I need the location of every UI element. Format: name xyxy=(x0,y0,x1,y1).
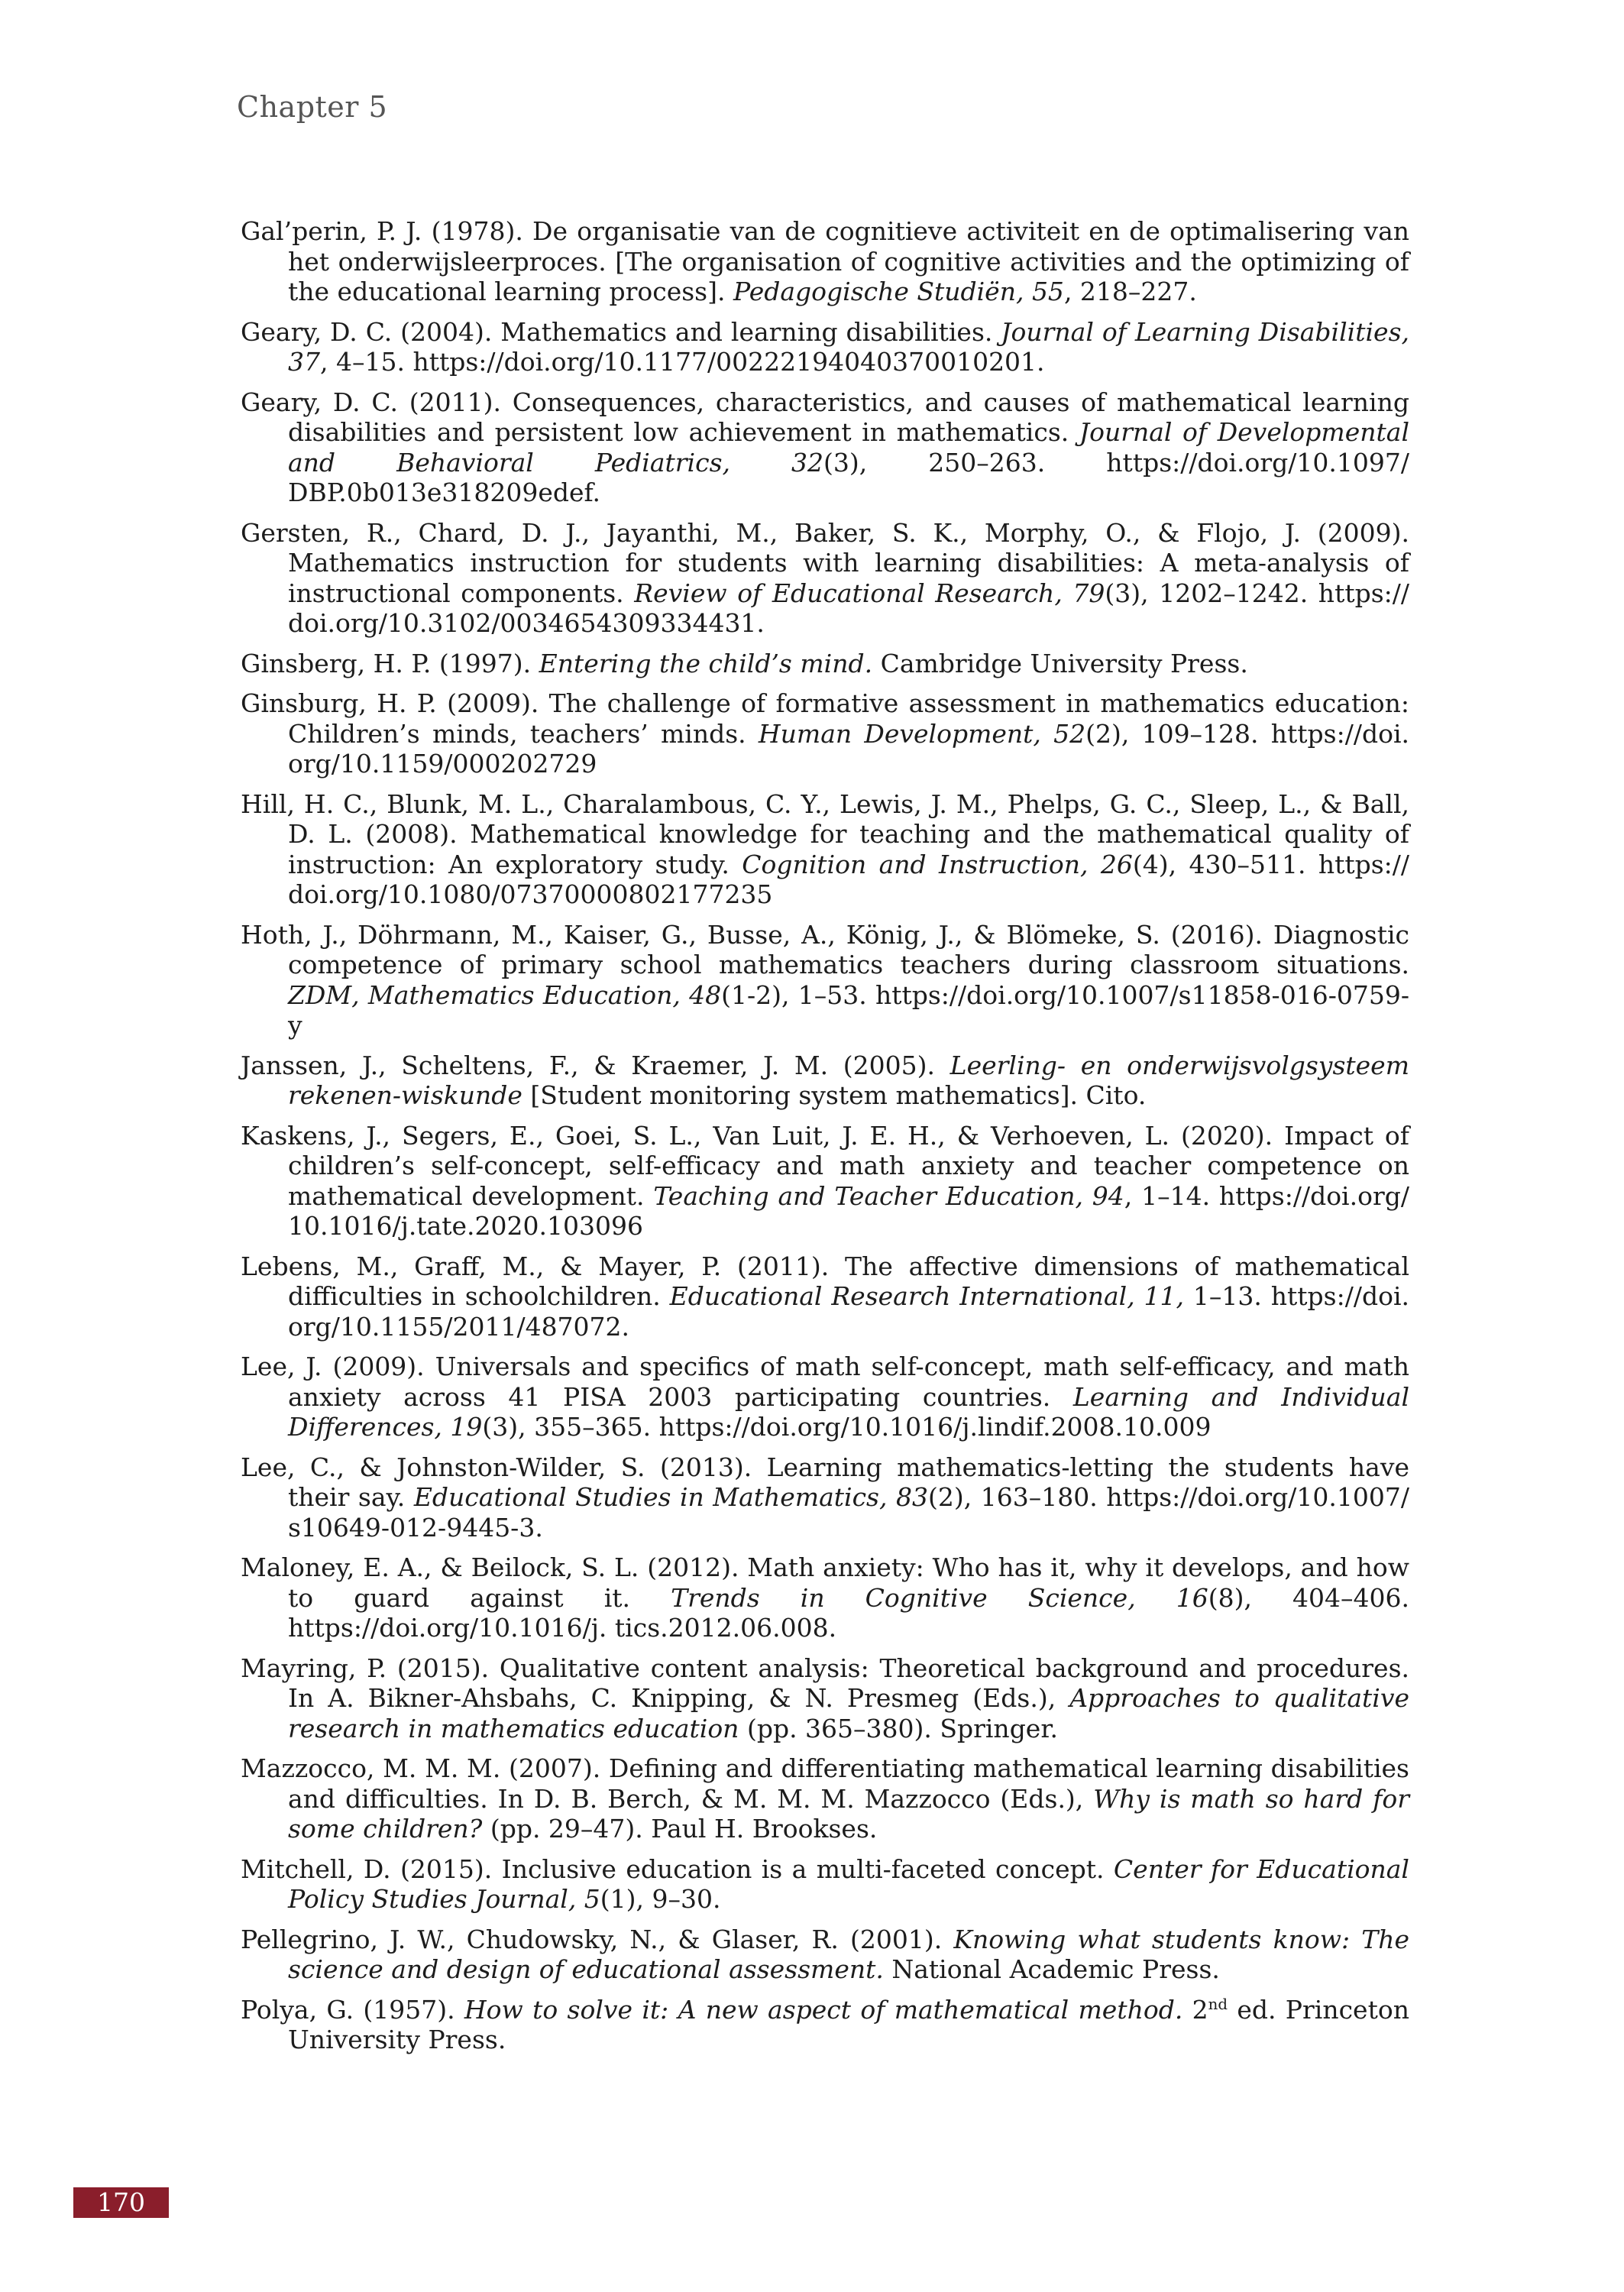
reference-text: Pellegrino, J. W., Chudowsky, N., & Glaser, R. (2001). xyxy=(241,1924,954,1954)
reference-text: (2), 163–180. https://doi.org/10.1007/ s10649-012-9445-3. xyxy=(288,1482,1409,1543)
reference-entry xyxy=(241,216,1409,307)
reference-source-title: Approaches to qualitative research in mathematics education xyxy=(288,1683,1409,1743)
reference-text: Geary, D. C. (2011). Consequences, characteristics, and causes of mathematical learning disabilities and persistent low achievement in mathematics. xyxy=(241,387,1409,447)
reference-entry xyxy=(241,789,1409,910)
reference-text: (pp. 365–380). Springer. xyxy=(739,1713,1058,1743)
reference-source-title: Review of Educational Research, 79 xyxy=(634,578,1105,608)
reference-text: , 218–227. xyxy=(1063,277,1197,306)
reference-text: Cambridge University Press. xyxy=(872,648,1248,678)
reference-text: (3), 1202–1242. https:// doi.org/10.3102/0034654309334431. xyxy=(288,578,1409,638)
reference-text: Gal’perin, P. J. (1978). De organisatie van de cognitieve activiteit en de optimalisering van het onderwijsleerproces. [The organisation of cognitive activities and the optimizing of the educational learning process]. xyxy=(241,216,1409,306)
reference-text: Lebens, M., Graff, M., & Mayer, P. (2011). The affective dimensions of mathematical difficulties in schoolchildren. xyxy=(241,1251,1409,1311)
running-header: Chapter 5 xyxy=(237,90,388,124)
reference-source-title: Journal of Learning Disabilities, 37 xyxy=(288,316,1409,377)
reference-entry xyxy=(241,1753,1409,1844)
reference-text: Janssen, J., Scheltens, F., & Kraemer, J. M. (2005). xyxy=(241,1050,950,1080)
reference-source-title: Learning and Individual Differences, 19 xyxy=(288,1381,1409,1442)
reference-text: (pp. 29–47). Paul H. Brookses. xyxy=(482,1814,878,1844)
reference-list xyxy=(241,216,1409,2065)
reference-text: Mitchell, D. (2015). Inclusive education is a multi-faceted concept. xyxy=(241,1853,1114,1884)
reference-source-title: Educational Studies in Mathematics, 83 xyxy=(413,1482,929,1512)
reference-entry xyxy=(241,920,1409,1041)
reference-entry xyxy=(241,1653,1409,1744)
reference-entry xyxy=(241,1452,1409,1543)
reference-entry xyxy=(241,387,1409,508)
reference-source-title: Cognition and Instruction, 26 xyxy=(742,849,1133,879)
reference-text: Ginsburg, H. P. (2009). The challenge of formative assessment in mathematics education: Children’s minds, teachers’ minds. xyxy=(241,688,1409,749)
reference-entry xyxy=(241,1995,1409,2055)
reference-text: Hill, H. C., Blunk, M. L., Charalambous, C. Y., Lewis, J. M., Phelps, G. C., Sleep, L., & Ball, D. L. (2008). Mathematical knowledge for teaching and the mathematical quality of instruction: An exploratory study. xyxy=(241,788,1409,879)
page-number: 170 xyxy=(73,2187,169,2218)
reference-source-title: Center for Educational Policy Studies Journal, 5 xyxy=(288,1853,1409,1914)
reference-text: 1–13. https://doi. org/10.1155/2011/487072. xyxy=(288,1281,1410,1342)
reference-source-title: Teaching and Teacher Education, 94 xyxy=(653,1180,1124,1211)
reference-entry xyxy=(241,1552,1409,1643)
reference-entry xyxy=(241,1352,1409,1442)
reference-text: Hoth, J., Döhrmann, M., Kaiser, G., Busse, A., König, J., & Blömeke, S. (2016). Diagnostic competence of primary school mathematics teachers during classroom situations. xyxy=(241,919,1409,979)
reference-source-title: ZDM, Mathematics Education, 48 xyxy=(288,979,722,1010)
reference-text: 2 xyxy=(1182,1994,1208,2025)
reference-entry xyxy=(241,688,1409,779)
reference-text: National Academic Press. xyxy=(883,1954,1220,1984)
reference-text: Maloney, E. A., & Beilock, S. L. (2012). Math anxiety: Who has it, why it develops, and how to guard against it. xyxy=(241,1552,1409,1613)
reference-source-title: Entering the child’s mind. xyxy=(539,648,873,678)
reference-source-title: Educational Research International, 11, xyxy=(669,1281,1185,1311)
reference-text: Lee, C., & Johnston-Wilder, S. (2013). Learning mathematics-letting the students have their say. xyxy=(241,1452,1409,1512)
reference-text: [Student monitoring system mathematics]. Cito. xyxy=(522,1080,1147,1110)
reference-source-title: Human Development, 52 xyxy=(758,718,1086,749)
ordinal-suffix: nd xyxy=(1208,1995,1228,2013)
reference-text: (4), 430–511. https:// doi.org/10.1080/07370000802177235 xyxy=(288,849,1410,909)
reference-text: Mayring, P. (2015). Qualitative content analysis: Theoretical background and procedures. In A. Bikner-Ahsbahs, C. Knipping, & N. Presmeg (Eds.), xyxy=(241,1653,1409,1713)
reference-entry xyxy=(241,1854,1409,1915)
reference-text: Kaskens, J., Segers, E., Goei, S. L., Van Luit, J. E. H., & Verhoeven, L. (2020). Impact of children’s self-concept, self-efficacy and math anxiety and teacher competence on mathematical development. xyxy=(241,1120,1409,1211)
reference-entry xyxy=(241,518,1409,639)
reference-text: Polya, G. (1957). xyxy=(241,1994,464,2025)
reference-entry xyxy=(241,1050,1409,1111)
reference-source-title: Why is math so hard for some children? xyxy=(288,1783,1409,1844)
reference-text: , 1–14. https://doi.org/ 10.1016/j.tate.2020.103096 xyxy=(288,1180,1409,1241)
reference-text: Ginsberg, H. P. (1997). xyxy=(241,648,539,678)
reference-text: (1-2), 1–53. https://doi.org/10.1007/s11858-016-0759-y xyxy=(288,979,1409,1040)
reference-entry xyxy=(241,649,1409,679)
reference-text: (3), 250–263. https://doi.org/10.1097/ DBP.0b013e318209edef. xyxy=(288,447,1409,507)
reference-entry xyxy=(241,1925,1409,1985)
reference-text: Mazzocco, M. M. M. (2007). Defining and differentiating mathematical learning disabilities and difficulties. In D. B. Berch, & M. M. M. Mazzocco (Eds.), xyxy=(241,1753,1409,1814)
reference-text: Gersten, R., Chard, D. J., Jayanthi, M., Baker, S. K., Morphy, O., & Flojo, J. (2009). Mathematics instruction for students with learning disabilities: A meta-analysis of instructional components. xyxy=(241,517,1409,608)
reference-entry xyxy=(241,1251,1409,1342)
reference-source-title: How to solve it: A new aspect of mathematical method. xyxy=(464,1994,1183,2025)
reference-text: (2), 109–128. https://doi. org/10.1159/000202729 xyxy=(288,718,1409,779)
reference-entry xyxy=(241,1121,1409,1242)
reference-entry xyxy=(241,317,1409,377)
reference-source-title: Knowing what students know: The science and design of educational assessment. xyxy=(288,1924,1409,1984)
reference-source-title: Trends in Cognitive Science, 16 xyxy=(671,1582,1208,1613)
reference-text: Lee, J. (2009). Universals and specifics of math self-concept, math self-efficacy, and math anxiety across 41 PISA 2003 participating countries. xyxy=(241,1352,1409,1412)
reference-source-title: Pedagogische Studiën, 55 xyxy=(733,277,1064,306)
reference-text: (8), 404–406. https://doi.org/10.1016/j. tics.2012.06.008. xyxy=(288,1582,1410,1643)
reference-text: Geary, D. C. (2004). Mathematics and learning disabilities. xyxy=(241,316,1001,347)
reference-source-title: Leerling- en onderwijsvolgsysteem rekenen-wiskunde xyxy=(288,1050,1409,1110)
reference-text: (1), 9–30. xyxy=(600,1884,721,1914)
reference-text: , 4–15. https://doi.org/10.1177/00222194040370010201. xyxy=(320,347,1045,377)
reference-source-title: Journal of Developmental and Behavioral Pediatrics, 32 xyxy=(288,417,1409,478)
reference-text: (3), 355–365. https://doi.org/10.1016/j.lindif.2008.10.009 xyxy=(482,1412,1212,1442)
reference-text: ed. Princeton University Press. xyxy=(288,1994,1409,2054)
